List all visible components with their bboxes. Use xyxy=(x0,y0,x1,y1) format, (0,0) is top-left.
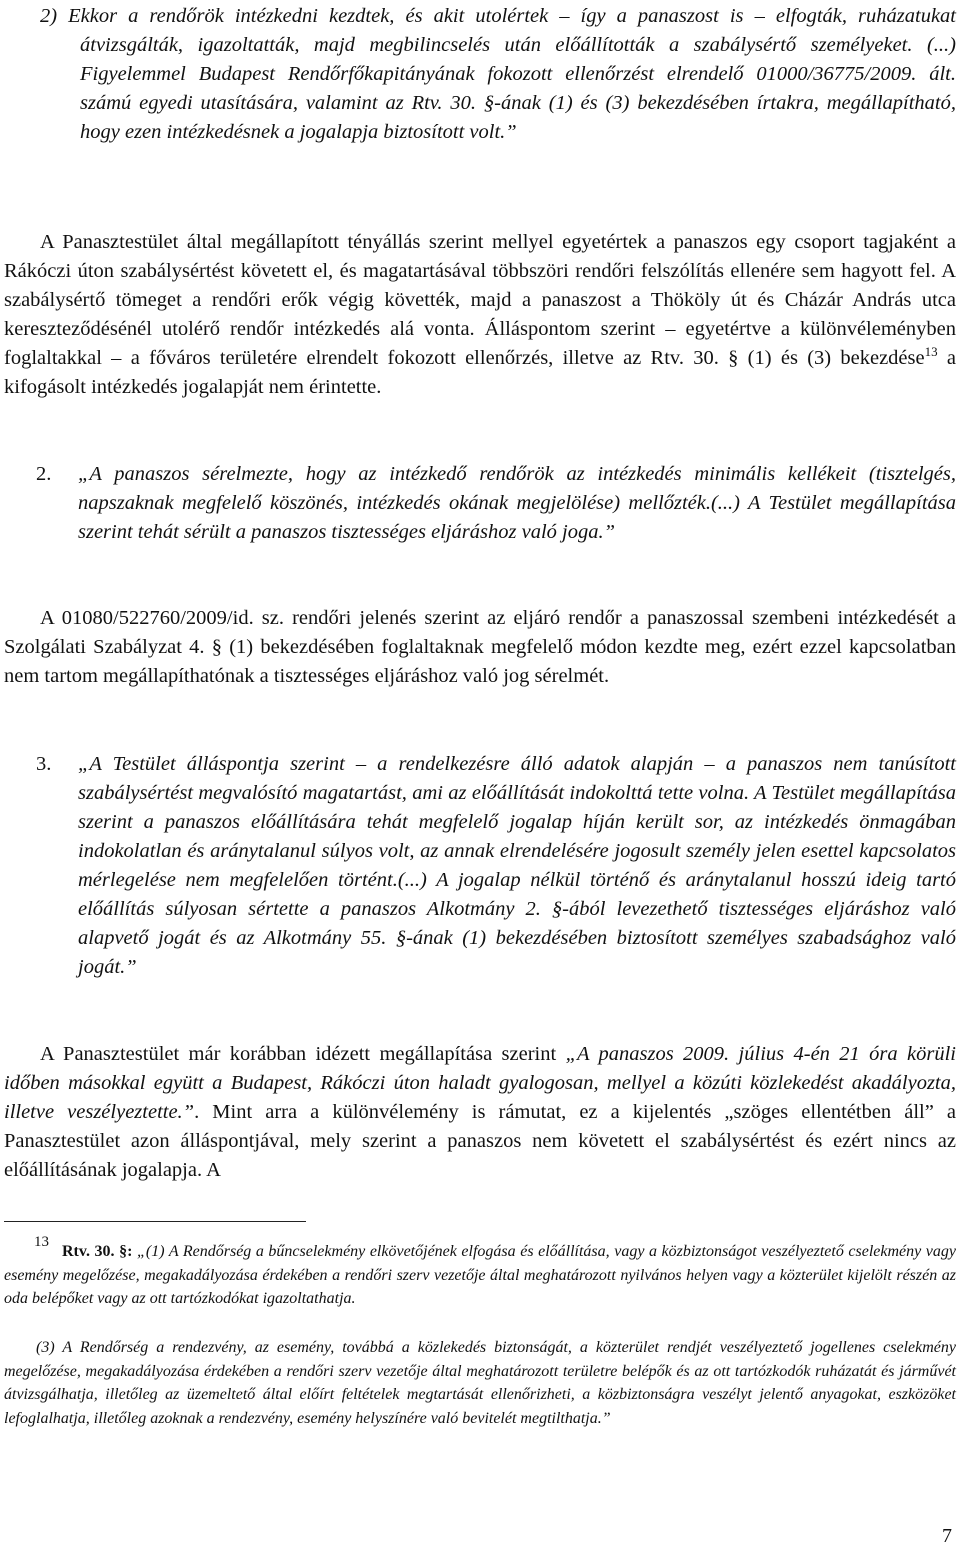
quote-text: Ekkor a rendőrök intézkedni kezdtek, és akit utolértek – így a panaszost is – elfogták, ruházatukat átvizsgálták, igazoltatták, majd megbilincselés után előállították a szabálysértő személyeket. (...) Figyelemmel Budapest Rendőrfőkapitányának fokozott ellenőrzést elrendelő 01000/36775/2009. ált. számú egyedi utasítására, valamint az Rtv. 30. §-ának (1) és (3) bekezdésében írtakra, megállapítható, hogy ezen intézkedésnek a jogalapja biztosított volt.” xyxy=(68,5,957,143)
item-number-3: 3. xyxy=(36,753,52,775)
paragraph-jelenes: A 01080/522760/2009/id. sz. rendőri jelenés szerint az eljáró rendőr a panaszossal szembeni intézkedését a Szolgálati Szabályzat 4. § (1) bekezdésében foglaltaknak megfelelő módon kezdte meg, ezért ezzel kapcsolatban nem tartom megállapíthatónak a tisztességes eljáráshoz való jog sérelmét. xyxy=(4,607,956,687)
page-number: 7 xyxy=(942,1525,952,1547)
paragraph-text: A Panasztestület által megállapított tényállás szerint mellyel egyetértek a panaszos egy csoport tagjaként a Rákóczi úton szabálysértést követett el, és magatartásával többszöri rendőri felszólítás ellenére sem hagyott fel. A szabálysértő tömeget a rendőri erők végig követték, majd a panaszost a Thököly út és Cházár András utca kereszteződésénél utolérő rendőr intézkedés alá vonta. Álláspontom szerint – egyetértve a különvéleményben foglaltakkal – a főváros területére elrendelt fokozott ellenőrzés, illetve az Rtv. 30. § (1) és (3) bekezdése xyxy=(4,231,956,369)
item-number: 2) xyxy=(40,5,58,27)
footnote-paragraph-1 xyxy=(4,1240,956,1311)
quote-item-3: „A Testület álláspontja szerint – a rendelkezésre álló adatok alapján – a panaszos nem tanúsított szabálysértést megvalósító magatartást, ami az előállítását indokolttá tette volna. A Testület megállapítása szerint a panaszos előállítására tehát megfelelő jogalap híján került sor, az intézkedés önmagában indokolatlan és aránytalanul súlyos volt, az annak elrendelésére jogosult személy jelen esettel kapcsolatos mérlegelése nem megfelelően történt.(...) A jogalap nélkül történő és aránytalanul hosszú ideig tartó előállítás súlyosan sértette a panaszos Alkotmány 2. §-ából levezethető tisztességes eljáráshoz való alapvető jogát és az Alkotmány 55. §-ának (1) bekezdésében biztosított személyes szabadsághoz való jogát.” xyxy=(78,753,956,978)
paragraph-tail: . Mint arra a különvélemény is rámutat, ez a kijelentés „szöges ellentétben áll” a Panasztestület azon álláspontjával, mely szerint a panaszos nem követett el szabálysértést és ezért nincs az előállításának jogalapja. A xyxy=(4,1101,956,1181)
paragraph-text-tail: a kifogásolt intézkedés jogalapját nem érintette. xyxy=(4,347,957,398)
paragraph-lead: A Panasztestület már korábban idézett megállapítása szerint xyxy=(40,1043,566,1065)
footnote-paragraph-2: (3) A Rendőrség a rendezvény, az esemény, továbbá a közlekedés biztonságát, a közterület rendjét veszélyeztető jogellenes cselekmény megelőzése, megakadályozása érdekében a rendőri szerv vezetője által meghatározott területre belépők és az ott tartózkodók ruházatát és járművét átvizsgálhatja, illetőleg az üzemeltető által előírt feltételek megtartását ellenőrizheti, a közbiztonságra veszélyt jelentő anyagokat, eszközöket lefoglalhatja, illetőleg azoknak a rendezvény, esemény helyszínére való bevitelét megtilthatja.” xyxy=(4,1339,956,1427)
footnote-reference[interactable]: 13 xyxy=(924,344,938,360)
footnote-divider xyxy=(4,1221,306,1222)
inline-quote: „A panaszos 2009. július 4-én 21 óra körüli időben másokkal együtt a Budapest, Rákóczi úton haladt gyalogosan, mellyel a közúti közlekedést akadályozta, illetve veszélyeztette.” xyxy=(4,1043,956,1123)
quote-item-2: „A panaszos sérelmezte, hogy az intézkedő rendőrök az intézkedés minimális kellékeit (tisztelgés, napszaknak megfelelő köszönés, intézkedés okának megjelölése) mellőzték.(...) A Testület megállapítása szerint tehát sérült a panaszos tisztességes eljáráshoz való joga.” xyxy=(78,463,956,543)
footnote-text-1: „(1) A Rendőrség a bűncselekmény elkövetőjének elfogása és előállítása, vagy a közbiztonságot veszélyeztető cselekmény vagy esemény megelőzése, megakadályozása érdekében a rendőri szerv vezetője által meghatározott nyilvános helyen vagy a közterület kijelölt részén az oda belépőket vagy az ott tartózkodókat igazoltathatja. xyxy=(4,1243,956,1307)
paragraph-korabban xyxy=(4,1040,956,1185)
paragraph-panasztestulet xyxy=(4,228,956,402)
item-number-2: 2. xyxy=(36,463,52,485)
footnote-mark: 13 xyxy=(34,1234,49,1250)
footnote-law-reference: Rtv. 30. §: xyxy=(62,1243,133,1260)
quote-item-2-paren xyxy=(40,2,957,147)
